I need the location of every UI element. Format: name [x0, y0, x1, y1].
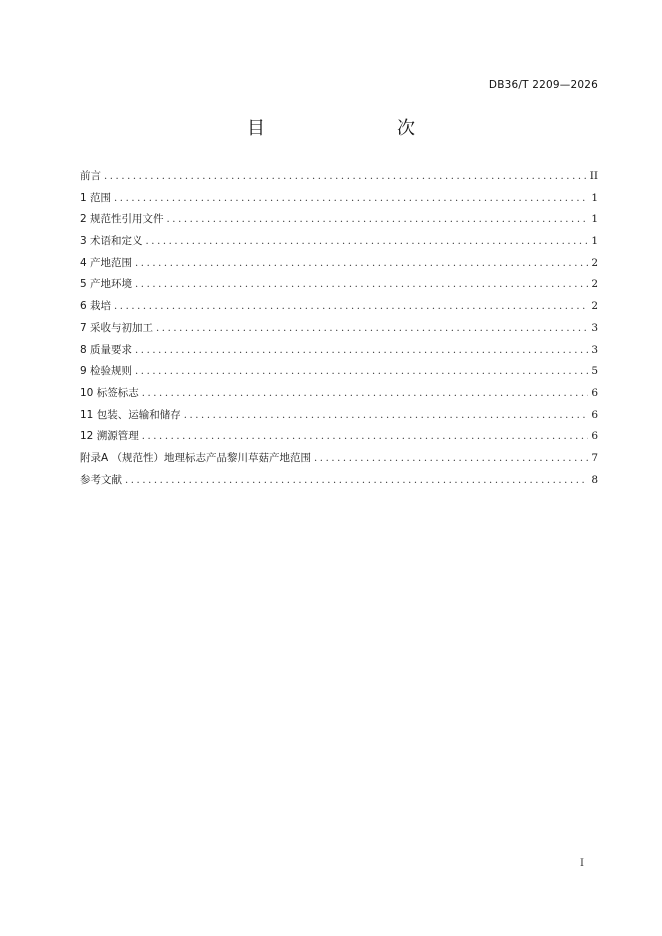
toc-entry-foreword[interactable] — [80, 166, 598, 188]
toc-entry-inspection-rules[interactable] — [80, 361, 598, 383]
toc-entry-label: 3 术语和定义 — [80, 235, 143, 248]
toc-leader-dots — [142, 383, 589, 405]
toc-leader-dots — [104, 166, 587, 188]
toc-entry-labels-marks[interactable] — [80, 383, 598, 405]
toc-leader-dots — [125, 470, 588, 492]
toc-entry-production-area[interactable] — [80, 253, 598, 275]
toc-entry-production-environment[interactable] — [80, 274, 598, 296]
toc-entry-page: 7 — [591, 451, 598, 464]
toc-entry-page: 1 — [591, 213, 598, 226]
toc-entry-packaging-transport-storage[interactable] — [80, 405, 598, 427]
toc-entry-label: 9 检验规则 — [80, 365, 133, 378]
table-of-contents — [80, 166, 598, 491]
toc-leader-dots — [146, 231, 589, 253]
toc-entry-label: 参考文献 — [80, 473, 122, 486]
toc-entry-page: 8 — [591, 473, 598, 486]
toc-leader-dots — [184, 405, 589, 427]
toc-entry-label: 4 产地范围 — [80, 256, 133, 269]
toc-leader-dots — [167, 209, 589, 231]
toc-entry-label: 11 包装、运输和储存 — [80, 408, 181, 421]
toc-entry-page: 3 — [591, 343, 598, 356]
toc-entry-label: 7 采收与初加工 — [80, 321, 154, 334]
toc-entry-traceability[interactable] — [80, 426, 598, 448]
toc-entry-page: 3 — [591, 321, 598, 334]
toc-entry-page: 6 — [591, 386, 598, 399]
standard-code: DB36/T 2209—2026 — [488, 79, 598, 91]
toc-entry-harvest-processing[interactable] — [80, 318, 598, 340]
toc-entry-page: 5 — [591, 365, 598, 378]
toc-leader-dots — [114, 296, 588, 318]
toc-entry-page: II — [589, 170, 598, 182]
toc-leader-dots — [142, 426, 589, 448]
toc-entry-page: 2 — [591, 256, 598, 269]
toc-entry-label: 附录A （规范性）地理标志产品黎川草菇产地范围 — [80, 451, 312, 464]
toc-entry-page: 1 — [591, 235, 598, 248]
toc-entry-page: 6 — [591, 430, 598, 443]
toc-entry-label: 5 产地环境 — [80, 278, 133, 291]
toc-leader-dots — [135, 340, 588, 362]
toc-entry-page: 2 — [591, 300, 598, 313]
toc-leader-dots — [135, 274, 588, 296]
toc-leader-dots — [114, 188, 588, 210]
toc-entry-page: 6 — [591, 408, 598, 421]
toc-entry-label: 12 溯源管理 — [80, 430, 139, 443]
toc-entry-label: 10 标签标志 — [80, 386, 139, 399]
toc-entry-appendix-a[interactable] — [80, 448, 598, 470]
toc-leader-dots — [135, 253, 588, 275]
toc-entry-label: 前言 — [80, 170, 101, 182]
toc-entry-label: 1 范围 — [80, 191, 112, 204]
toc-entry-quality-requirements[interactable] — [80, 340, 598, 362]
toc-entry-bibliography[interactable] — [80, 470, 598, 492]
toc-entry-normative-references[interactable] — [80, 209, 598, 231]
toc-entry-cultivation[interactable] — [80, 296, 598, 318]
toc-entry-label: 2 规范性引用文件 — [80, 213, 164, 226]
toc-leader-dots — [135, 361, 588, 383]
toc-leader-dots — [314, 448, 588, 470]
toc-entry-page: 2 — [591, 278, 598, 291]
page-title: 目 次 — [247, 118, 447, 139]
page-number: I — [580, 858, 584, 869]
toc-entry-terms-definitions[interactable] — [80, 231, 598, 253]
toc-leader-dots — [156, 318, 588, 340]
toc-entry-label: 8 质量要求 — [80, 343, 133, 356]
toc-entry-page: 1 — [591, 191, 598, 204]
toc-entry-label: 6 栽培 — [80, 300, 112, 313]
toc-entry-scope[interactable] — [80, 188, 598, 210]
